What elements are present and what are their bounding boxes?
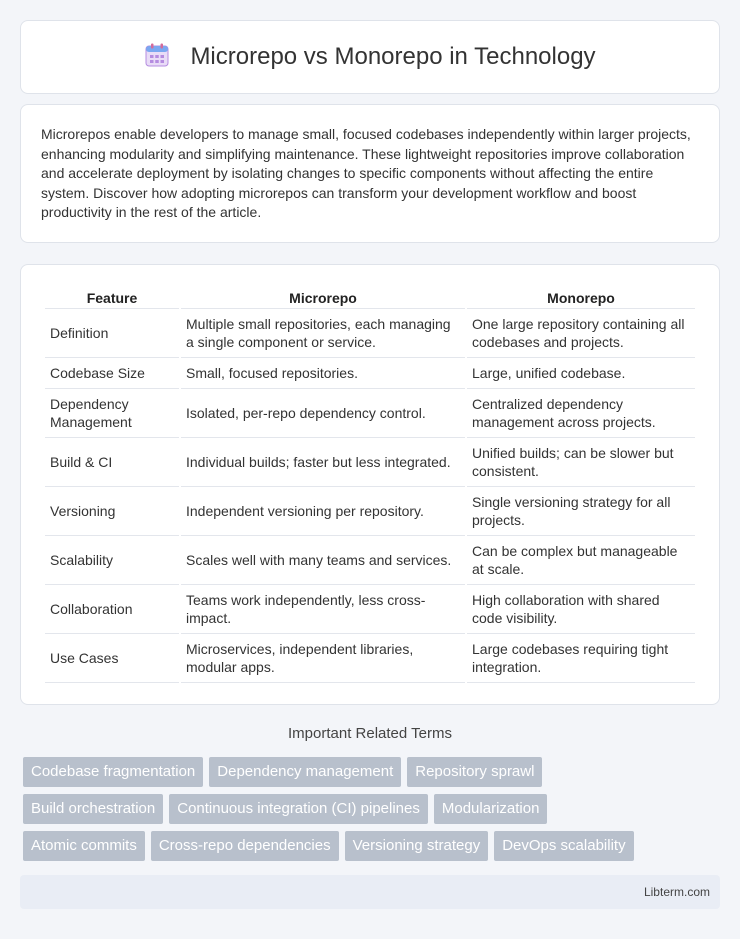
term-row	[23, 794, 723, 824]
monorepo-cell: Centralized dependency management across projects.	[467, 389, 695, 438]
term-tag[interactable]: Atomic commits	[23, 831, 145, 861]
microrepo-cell: Microservices, independent libraries, modular apps.	[181, 634, 465, 683]
table-row	[45, 438, 695, 487]
term-tag[interactable]: Continuous integration (CI) pipelines	[169, 794, 428, 824]
feature-cell: Collaboration	[45, 585, 179, 634]
table-row	[45, 585, 695, 634]
microrepo-cell: Teams work independently, less cross-impact.	[181, 585, 465, 634]
intro-text: Microrepos enable developers to manage small, focused codebases independently within larger projects, enhancing modularity and simplifying maintenance. These lightweight repositories improve collaboration and accelerate deployment by isolating changes to specific components without affecting the entire system. Discover how adopting microrepos can transform your development workflow and boost productivity in the rest of the article.	[41, 126, 691, 220]
monorepo-cell: One large repository containing all codebases and projects.	[467, 309, 695, 358]
table-row	[45, 389, 695, 438]
column-header-monorepo: Monorepo	[467, 285, 695, 309]
term-tag[interactable]: Cross-repo dependencies	[151, 831, 339, 861]
term-tag[interactable]: Dependency management	[209, 757, 401, 787]
feature-cell: Scalability	[45, 536, 179, 585]
feature-cell: Build & CI	[45, 438, 179, 487]
microrepo-cell: Independent versioning per repository.	[181, 487, 465, 536]
table-row	[45, 358, 695, 389]
monorepo-cell: High collaboration with shared code visibility.	[467, 585, 695, 634]
feature-cell: Versioning	[45, 487, 179, 536]
monorepo-cell: Single versioning strategy for all projects.	[467, 487, 695, 536]
calendar-icon	[144, 42, 170, 73]
header-card	[20, 20, 720, 94]
feature-cell: Definition	[45, 309, 179, 358]
term-row	[23, 831, 723, 861]
table-row	[45, 309, 695, 358]
term-row	[23, 757, 723, 787]
table-row	[45, 536, 695, 585]
term-tag[interactable]: DevOps scalability	[494, 831, 633, 861]
microrepo-cell: Multiple small repositories, each managing a single component or service.	[181, 309, 465, 358]
footer-site[interactable]: Libterm.com	[643, 885, 710, 899]
comparison-table	[43, 285, 697, 683]
microrepo-cell: Scales well with many teams and services.	[181, 536, 465, 585]
monorepo-cell: Can be complex but manageable at scale.	[467, 536, 695, 585]
monorepo-cell: Large, unified codebase.	[467, 358, 695, 389]
feature-cell: Codebase Size	[45, 358, 179, 389]
microrepo-cell: Small, focused repositories.	[181, 358, 465, 389]
table-row	[45, 634, 695, 683]
intro-card	[20, 104, 720, 243]
monorepo-cell: Unified builds; can be slower but consistent.	[467, 438, 695, 487]
column-header-microrepo: Microrepo	[181, 285, 465, 309]
related-terms-title: Important Related Terms	[288, 725, 452, 742]
column-header-feature: Feature	[45, 285, 179, 309]
term-tag[interactable]: Codebase fragmentation	[23, 757, 203, 787]
monorepo-cell: Large codebases requiring tight integration.	[467, 634, 695, 683]
page-title: Microrepo vs Monorepo in Technology	[190, 43, 596, 70]
feature-cell: Use Cases	[45, 634, 179, 683]
microrepo-cell: Individual builds; faster but less integrated.	[181, 438, 465, 487]
microrepo-cell: Isolated, per-repo dependency control.	[181, 389, 465, 438]
term-tag[interactable]: Repository sprawl	[407, 757, 542, 787]
comparison-card	[20, 264, 720, 705]
term-tag[interactable]: Build orchestration	[23, 794, 163, 824]
table-header-row	[45, 285, 695, 309]
term-tag[interactable]: Modularization	[434, 794, 548, 824]
table-row	[45, 487, 695, 536]
term-tag[interactable]: Versioning strategy	[345, 831, 489, 861]
feature-cell: Dependency Management	[45, 389, 179, 438]
footer	[20, 875, 720, 909]
related-terms	[23, 757, 723, 868]
